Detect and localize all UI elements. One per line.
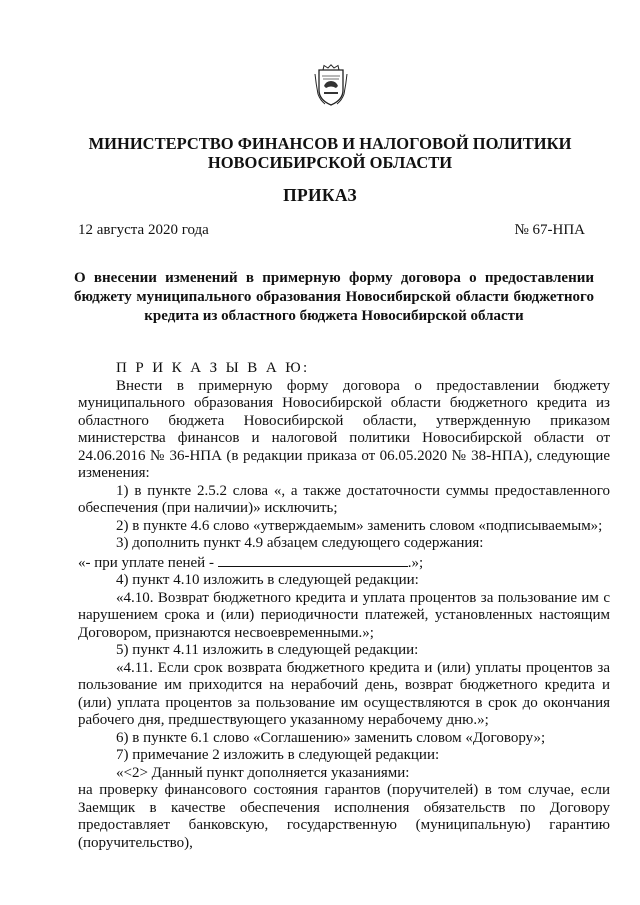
amendment-item-3: 3) дополнить пункт 4.9 абзацем следующего содержания:	[116, 535, 484, 551]
amendment-item-7-text: на проверку финансового состояния гарантов (поручителей) в том случае, если Заемщик в качестве обеспечения исполнения обязательств по Договору предоставляет банковскую, государственную (муниципальную) гарантию (поручительство),	[78, 782, 610, 851]
amendment-item-2: 2) в пункте 4.6 слово «утверждаемым» заменить словом «подписываемым»;	[116, 517, 603, 534]
shield-outline	[319, 70, 343, 105]
quote-start: «- при уплате пеней -	[78, 554, 218, 571]
amendment-item-4-text: «4.10. Возврат бюджетного кредита и уплата процентов за пользование им с нарушением срока и (или) периодичности платежей, установленных настоящим Договором, признаются несвоевременными.»;	[78, 589, 610, 641]
sable-figure	[324, 81, 338, 88]
subject-line2: бюджету муниципального образования Новосибирской области бюджетного	[74, 289, 594, 305]
document-body	[78, 360, 610, 852]
amendment-item-7: 7) примечание 2 изложить в следующей редакции:	[116, 747, 440, 763]
amendment-item-3-quote	[78, 553, 610, 573]
fill-in-blank	[218, 553, 408, 567]
document-date: 12 августа 2020 года	[78, 222, 209, 238]
crown-outline	[323, 65, 339, 70]
amendment-item-1: 1) в пункте 2.5.2 слова «, а также достаточности суммы предоставленного обеспечения (при наличии)» исключить;	[78, 482, 610, 516]
order-lead: П Р И К А З Ы В А Ю:	[116, 360, 310, 376]
amendment-item-5-text: «4.11. Если срок возврата бюджетного кредита и (или) уплаты процентов за пользование им приходится на нерабочий день, возврат бюджетного кредита и (или) уплата процентов за пользование им осуществляются в срок до окончания рабочего дня, предшествующего указанному нерабочему дню.»;	[78, 659, 610, 728]
ministry-name-line1: МИНИСТЕРСТВО ФИНАНСОВ И НАЛОГОВОЙ ПОЛИТИКИ	[88, 134, 572, 153]
coat-of-arms-icon	[313, 64, 349, 108]
document-number: № 67-НПА	[514, 222, 585, 238]
amendment-item-7-note: «<2> Данный пункт дополняется указаниями:	[116, 764, 410, 781]
shield-inner-lines	[322, 76, 340, 79]
document-subject	[74, 269, 594, 326]
document-type: ПРИКАЗ	[283, 185, 357, 205]
amendment-item-4: 4) пункт 4.10 изложить в следующей редакции:	[116, 572, 419, 588]
subject-line1: О внесении изменений в примерную форму договора о предоставлении	[74, 270, 594, 286]
subject-line3: кредита из областного бюджета Новосибирской области	[144, 308, 524, 324]
ministry-name-line2: НОВОСИБИРСКОЙ ОБЛАСТИ	[207, 153, 453, 172]
amendment-item-5: 5) пункт 4.11 изложить в следующей редакции:	[116, 642, 419, 658]
ministry-name	[60, 134, 600, 172]
intro-paragraph: Внести в примерную форму договора о предоставлении бюджету муниципального образования Новосибирской области бюджетного кредита из областного бюджета Новосибирской области, утвержденную приказом министерства финансов и налоговой политики Новосибирской области от 24.06.2016 № 36-НПА (в редакции приказа от 06.05.2020 № 38-НПА), следующие изменения:	[78, 377, 610, 481]
amendment-item-6: 6) в пункте 6.1 слово «Соглашению» заменить словом «Договору»;	[116, 729, 546, 746]
shield-emblem-bar	[324, 92, 338, 94]
quote-end: .»;	[407, 554, 424, 571]
